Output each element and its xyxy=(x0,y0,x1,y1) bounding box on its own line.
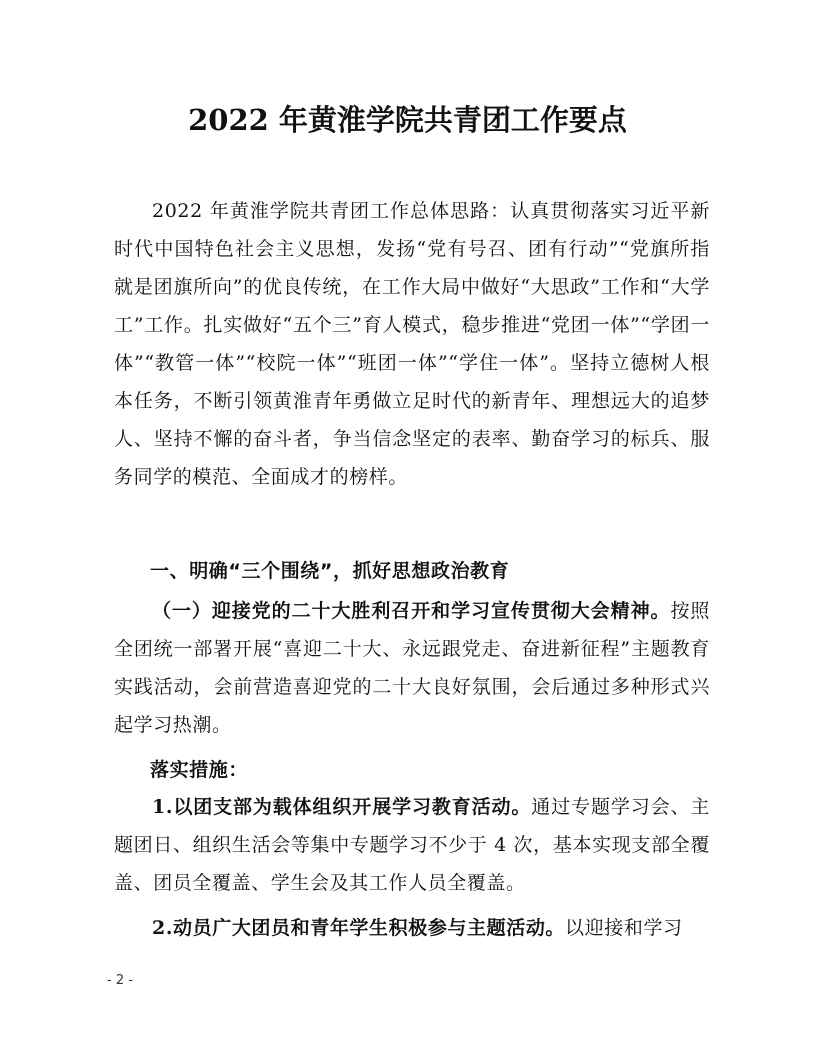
measure-2-text: 以迎接和学习 xyxy=(565,917,683,939)
measure-1-heading: 1.以团支部为载体组织开展学习教育活动。 xyxy=(152,796,532,818)
measure-paragraph-1 xyxy=(114,788,710,902)
intro-paragraph: 2022 年黄淮学院共青团工作总体思路：认真贯彻落实习近平新时代中国特色社会主义思想，发扬“党有号召、团有行动”“党旗所指就是团旗所向”的优良传统，在工作大局中做好“大思政”工作和“大学工”工作。扎实做好“五个三”育人模式，稳步推进“党团一体”“学团一体”“教管一体”“校院一体”“班团一体”“学住一体”。坚持立德树人根本任务，不断引领黄淮青年勇做立足时代的新青年、理想远大的追梦人、坚持不懈的奋斗者，争当信念坚定的表率、勤奋学习的标兵、服务同学的模范、全面成才的榜样。 xyxy=(114,200,710,488)
item-1-text: 按照全团统一部署开展“喜迎二十大、永远跟党走、奋进新征程”主题教育实践活动，会前营造喜迎党的二十大良好氛围，会后通过多种形式兴起学习热潮。 xyxy=(114,600,710,736)
item-1-heading: （一）迎接党的二十大胜利召开和学习宣传贯彻大会精神。 xyxy=(152,600,671,622)
measures-heading: 落实措施： xyxy=(150,759,249,781)
measure-2-heading: 2.动员广大团员和青年学生积极参与主题活动。 xyxy=(152,917,566,939)
measure-1-text: 通过专题学习会、主题团日、组织生活会等集中专题学习不少于 4 次，基本实现支部全覆盖、团员全覆盖、学生会及其工作人员全覆盖。 xyxy=(114,796,710,894)
item-paragraph-1 xyxy=(114,592,710,744)
page-number: - 2 - xyxy=(107,973,133,988)
measure-paragraph-2 xyxy=(114,909,710,949)
document-title: 2022 年黄淮学院共青团工作要点 xyxy=(188,103,627,137)
section-heading-1: 一、明确“三个围绕”，抓好思想政治教育 xyxy=(150,560,510,582)
